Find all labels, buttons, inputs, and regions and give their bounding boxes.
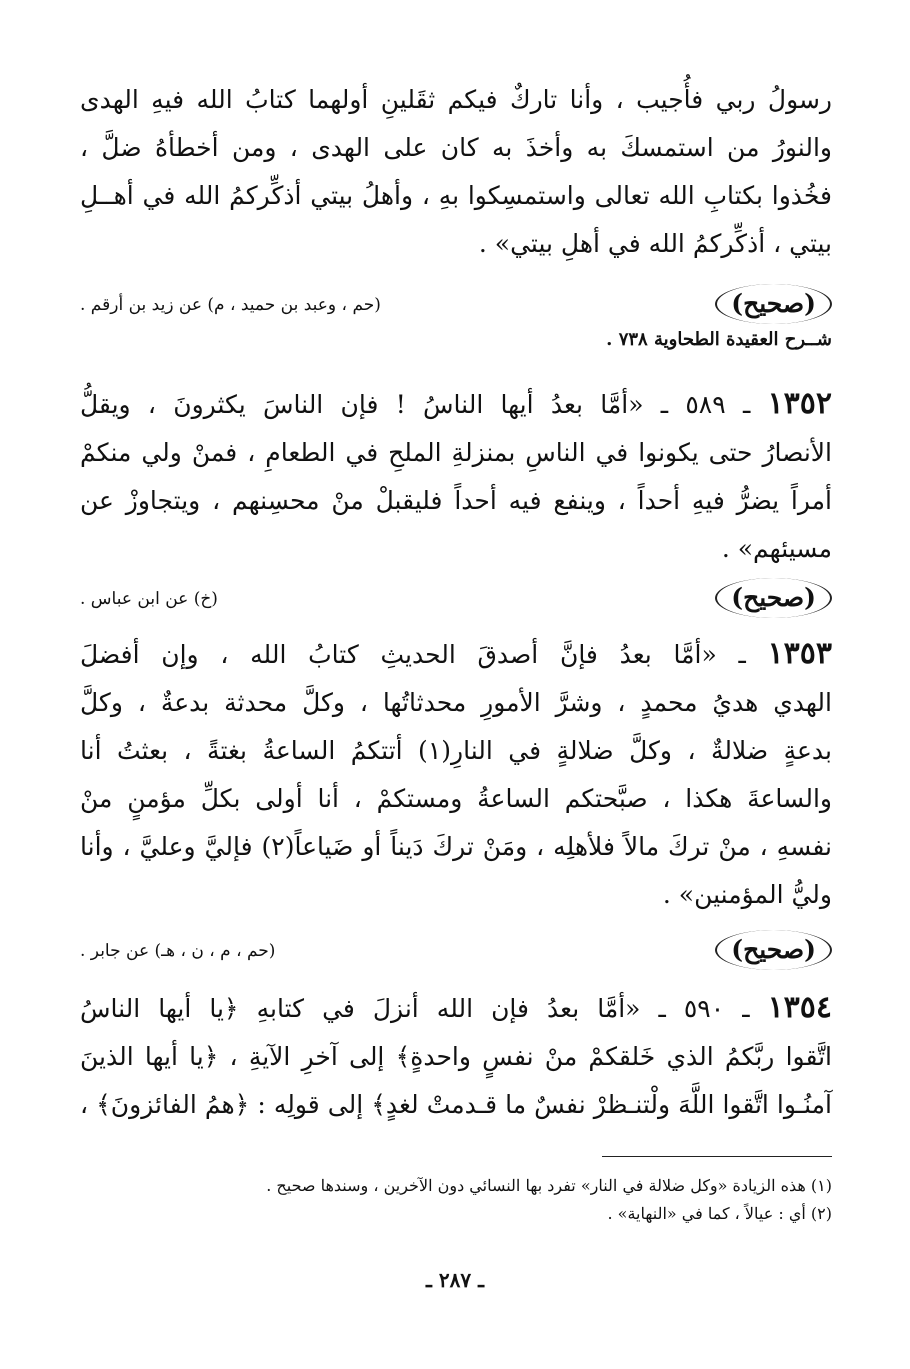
grade-row [80,578,832,618]
text-line: مسيئهم» . [721,534,832,563]
hadith-1354 [80,984,832,1129]
text-line: فخُذوا بكتابِ الله تعالى واستمسِكوا بهِ ، وأهلُ بيتي أذكِّركمُ الله في أهــلِ [80,181,832,210]
text-line: أمراً يضرُّ فيهِ أحداً ، وينفع فيه أحداً فليقبلْ منْ محسِنهم ، ويتجاوزْ عن [80,486,832,515]
source-citation: (خ) عن ابن عباس . [80,589,218,609]
text-line [80,380,832,429]
reference-note: شــرح العقيدة الطحاوية ٧٣٨ . [606,329,832,350]
footnote-divider [602,1156,832,1157]
text-segment: ـ ٥٩٠ ـ «أمَّا بعدُ فإن الله أنزلَ في كتابهِ ﴿يا أيها الناسُ [80,994,768,1023]
grade-row [80,930,832,970]
source-citation: (حم ، م ، ن ، هـ) عن جابر . [80,941,276,961]
hadith-1353 [80,630,832,919]
grade-badge: (صحيح) [715,284,832,324]
hadith-continuation [80,76,832,268]
text-line [80,984,832,1033]
text-line [80,630,832,679]
grade-row [80,284,832,324]
hadith-number: ١٣٥٤ [767,990,833,1025]
text-line: والساعةَ هكذا ، صبَّحتكم الساعةُ ومستكمْ ، أنا أولى بكلِّ مؤمنٍ منْ [80,784,832,813]
text-line: بيتي ، أذكِّركمُ الله في أهلِ بيتي» . [478,229,832,258]
text-line: نفسهِ ، منْ تركَ مالاً فلأهلِه ، ومَنْ تركَ دَيناً أو ضَياعاً(٢) فإليَّ وعليَّ ، وأنا [80,832,832,861]
text-line: اتَّقوا ربَّكمُ الذي خَلقكمْ منْ نفسٍ واحدةٍ﴾ إلى آخرِ الآيةِ ، ﴿يا أيها الذينَ [80,1042,832,1071]
text-line: رسولُ ربي فأُجيب ، وأنا تاركٌ فيكم ثقَلينِ أولهما كتابُ الله فيهِ الهدى [80,85,832,114]
text-segment: ـ ٥٨٩ ـ «أمَّا بعدُ أيها الناسُ ! فإن الناسَ يكثرونَ ، ويقلُّ [80,390,768,419]
text-line: آمنُـوا اتَّقوا اللَّهَ ولْتنـظرْ نفسٌ ما قـدمتْ لغدٍ﴾ إلى قولِه : ﴿همُ الفائزونَ﴾ ، [80,1090,832,1119]
footnotes [90,1172,832,1228]
hadith-1352 [80,380,832,573]
hadith-number: ١٣٥٢ [767,386,832,421]
text-segment: ـ «أمَّا بعدُ فإنَّ أصدقَ الحديثِ كتابُ الله ، وإن أفضلَ [80,640,768,669]
hadith-number: ١٣٥٣ [767,636,832,671]
source-citation: (حم ، وعبد بن حميد ، م) عن زيد بن أرقم . [80,295,381,315]
footnote-item: (١) هذه الزيادة «وكل ضلالة في النار» تفرد بها النسائي دون الآخرين ، وسندها صحيح . [266,1176,832,1195]
text-line: الهدي هديُ محمدٍ ، وشرَّ الأمورِ محدثاتُها ، وكلَّ محدثة بدعةٌ ، وكلَّ [80,688,832,717]
text-line: والنورُ من استمسكَ به وأخذَ به كان على الهدى ، ومن أخطأهُ ضلَّ ، [80,133,832,162]
text-line: وليُّ المؤمنين» . [662,880,832,909]
page-number: ـ ٢٨٧ ـ [426,1268,484,1292]
text-line: الأنصارُ حتى يكونوا في الناسِ بمنزلةِ الملحِ في الطعامِ ، فمنْ ولي منكمْ [80,438,832,467]
footnote-item: (٢) أي : عيالاً ، كما في «النهاية» . [607,1204,832,1223]
grade-badge: (صحيح) [715,930,832,970]
grade-badge: (صحيح) [715,578,832,618]
text-line: بدعةٍ ضلالةٌ ، وكلَّ ضلالةٍ في النارِ(١) أتتكمُ الساعةُ بغتةً ، بعثتُ أنا [80,736,832,765]
